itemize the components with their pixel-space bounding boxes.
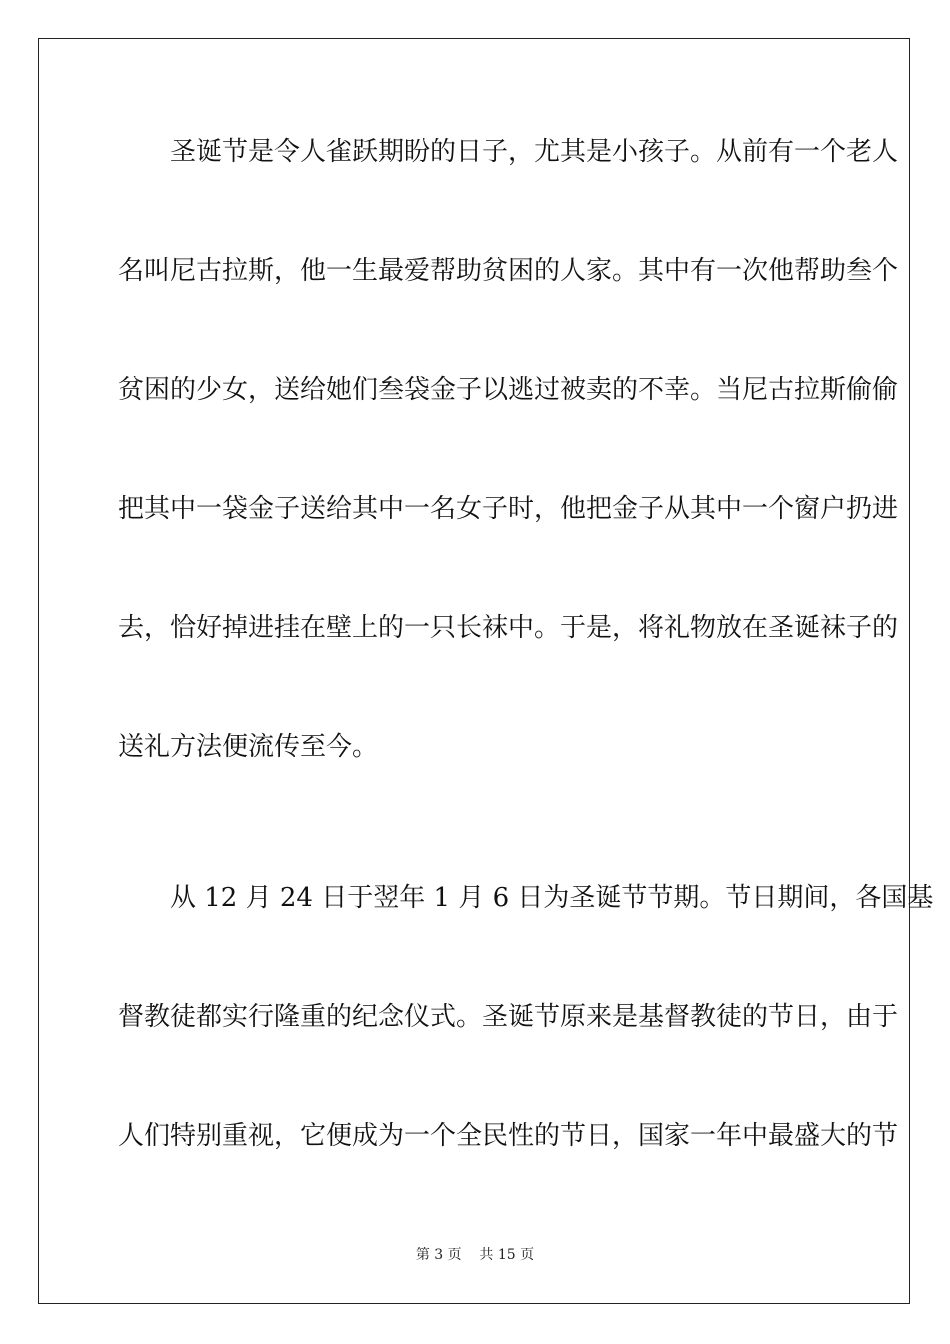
paragraph-1-line-1: 圣诞节是令人雀跃期盼的日子，尤其是小孩子。从前有一个老人 bbox=[170, 137, 899, 167]
paragraph-1-line-3: 贫困的少女，送给她们叁袋金子以逃过被卖的不幸。当尼古拉斯偷偷 bbox=[118, 375, 899, 405]
paragraph-2-line-2: 督教徒都实行隆重的纪念仪式。圣诞节原来是基督教徒的节日，由于 bbox=[118, 1002, 899, 1032]
paragraph-1-line-4: 把其中一袋金子送给其中一名女子时，他把金子从其中一个窗户扔进 bbox=[118, 494, 899, 524]
page-number-footer: 第 3 页 共 15 页 bbox=[415, 1247, 535, 1263]
paragraph-2-line-3: 人们特别重视，它便成为一个全民性的节日，国家一年中最盛大的节 bbox=[118, 1121, 899, 1151]
paragraph-1-line-6: 送礼方法便流传至今。 bbox=[118, 732, 379, 762]
page-border bbox=[38, 38, 934, 1304]
paragraph-1-line-2: 名叫尼古拉斯，他一生最爱帮助贫困的人家。其中有一次他帮助叁个 bbox=[118, 256, 899, 286]
paragraph-2-line-1: 从 12 月 24 日于翌年 1 月 6 日为圣诞节节期。节日期间，各国基 bbox=[170, 883, 934, 913]
paragraph-1-line-5: 去，恰好掉进挂在壁上的一只长袜中。于是，将礼物放在圣诞袜子的 bbox=[118, 613, 899, 643]
